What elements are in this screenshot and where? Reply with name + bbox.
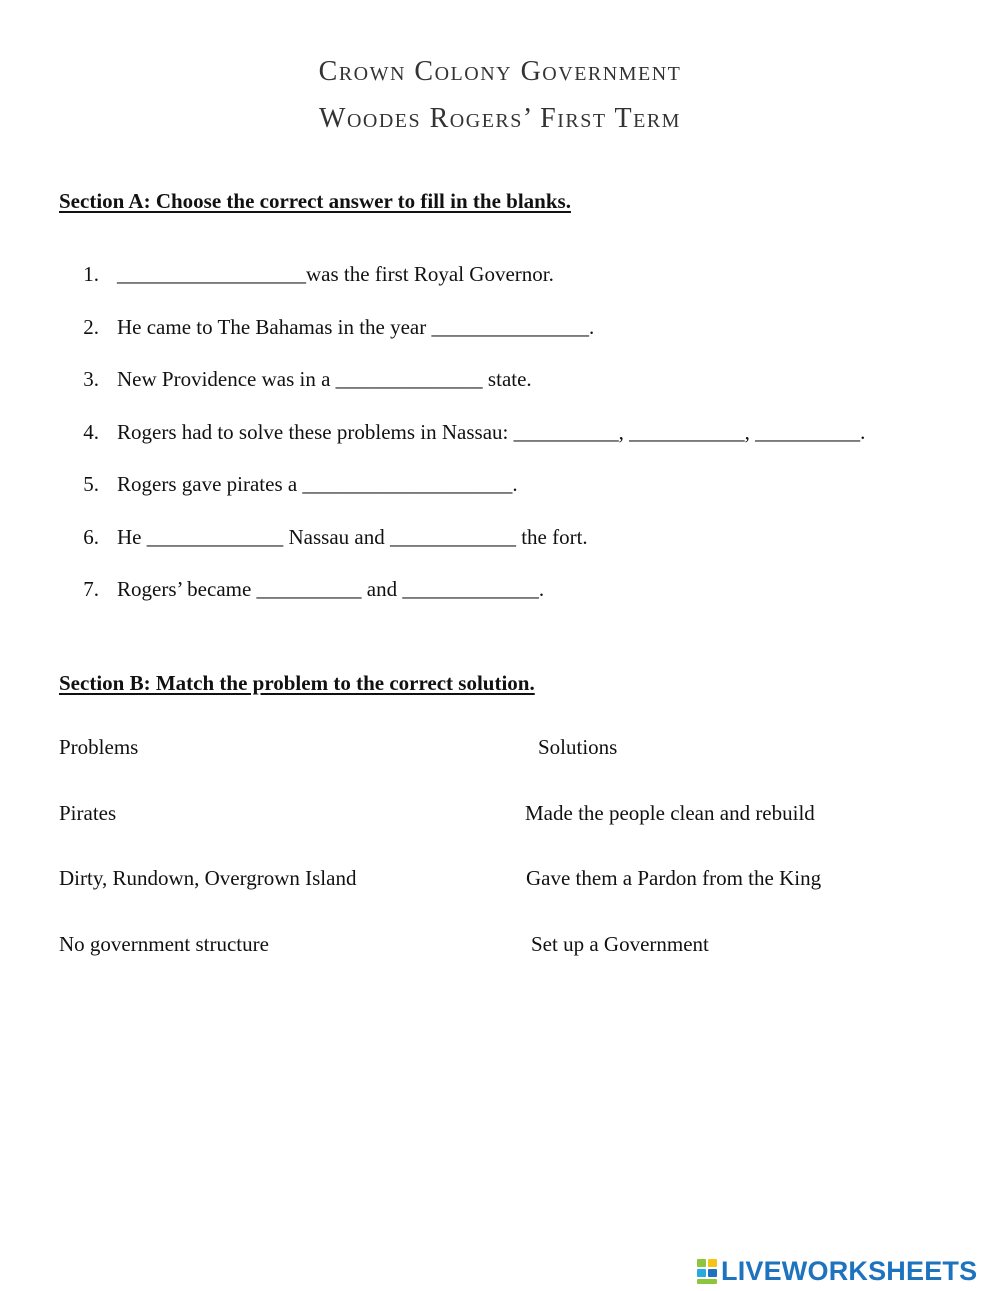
problems-column-header: Problems: [59, 735, 139, 759]
question-item: [59, 472, 865, 525]
solution-item: Made the people clean and rebuild: [525, 801, 815, 825]
question-text: He _____________ Nassau and ____________ the fort.: [117, 524, 588, 549]
problem-item: No government structure: [59, 932, 269, 956]
liveworksheets-logo: [697, 1256, 977, 1287]
section-a-heading: Section A: Choose the correct answer to fill in the blanks.: [59, 189, 571, 213]
question-number: 6.: [83, 524, 99, 549]
question-text: __________________was the first Royal Governor.: [117, 262, 554, 286]
question-text: New Providence was in a ______________ state.: [117, 367, 532, 391]
question-number: 7.: [83, 577, 99, 601]
question-number: 3.: [83, 367, 99, 391]
solution-item: Set up a Government: [531, 932, 709, 956]
section-b-heading: Section B: Match the problem to the correct solution.: [59, 671, 535, 695]
question-text: Rogers gave pirates a ____________________.: [117, 472, 518, 496]
question-text: He came to The Bahamas in the year _______________.: [117, 314, 595, 339]
question-item: [59, 262, 865, 315]
question-text: Rogers’ became __________ and _____________.: [117, 577, 545, 601]
solution-item: Gave them a Pardon from the King: [526, 866, 822, 890]
question-list: [59, 262, 865, 630]
question-item: [59, 525, 865, 578]
liveworksheets-logo-text: LIVEWORKSHEETS: [721, 1256, 978, 1286]
question-item: [59, 367, 865, 420]
question-number: 2.: [83, 314, 99, 339]
problem-item: Pirates: [59, 801, 117, 825]
page-subtitle: Woodes Rogers’ First Term: [319, 103, 681, 134]
question-number: 4.: [83, 419, 99, 444]
solutions-column-header: Solutions: [538, 735, 618, 759]
question-number: 5.: [83, 472, 99, 496]
question-item: [59, 315, 865, 368]
liveworksheets-logo-icon: [697, 1259, 719, 1285]
problem-item: Dirty, Rundown, Overgrown Island: [59, 866, 357, 890]
question-number: 1.: [83, 262, 99, 286]
page-title: Crown Colony Government: [318, 56, 682, 87]
question-item: [59, 420, 865, 473]
question-item: [59, 577, 865, 630]
question-text: Rogers had to solve these problems in Nassau: __________, ___________, __________.: [117, 419, 866, 444]
